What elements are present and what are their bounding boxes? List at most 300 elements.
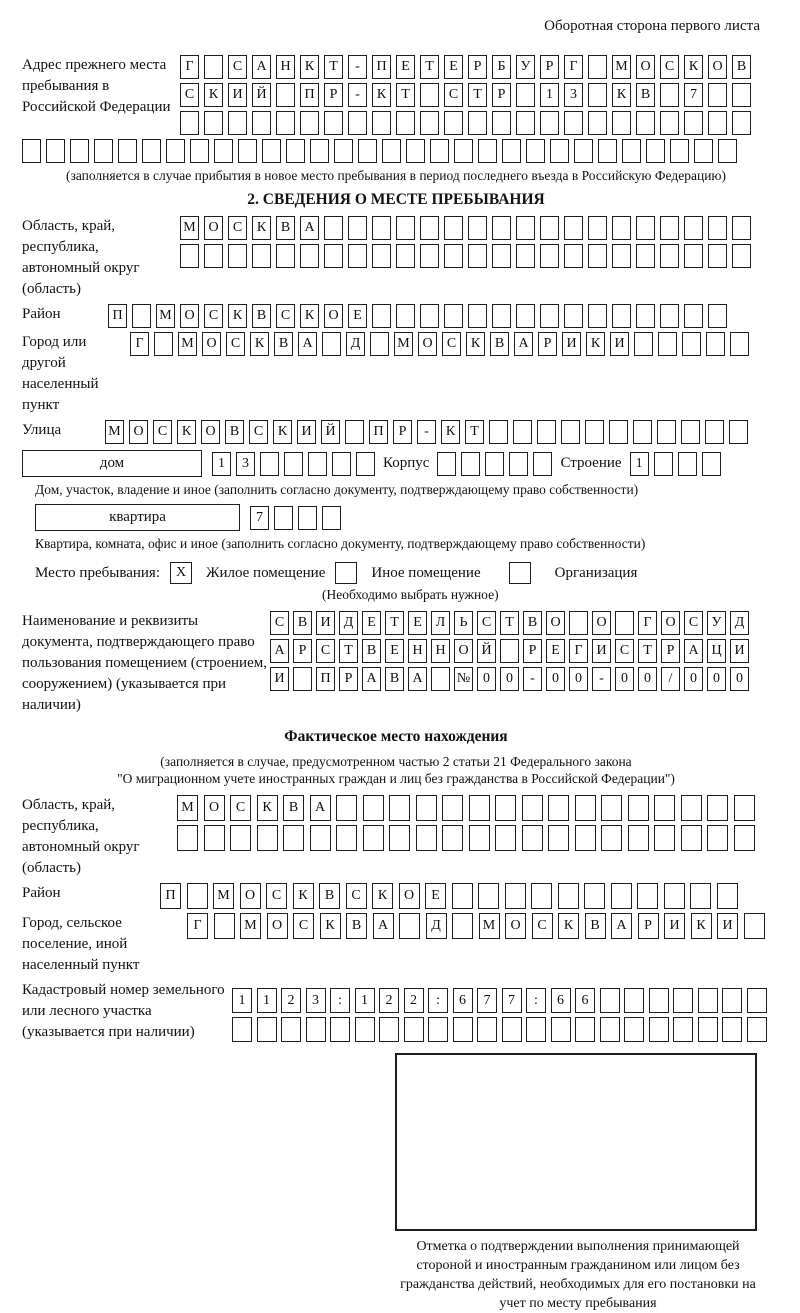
char-box[interactable]: 1 [540,83,559,107]
char-box[interactable] [588,83,607,107]
char-box[interactable] [747,1017,767,1042]
char-box[interactable] [252,111,271,135]
char-box[interactable]: П [160,883,181,909]
char-box[interactable] [94,139,113,163]
char-box[interactable] [336,795,357,821]
char-box[interactable]: Е [444,55,463,79]
char-box[interactable] [257,825,278,851]
char-box[interactable]: Г [638,611,657,635]
char-box[interactable] [300,244,319,268]
char-box[interactable] [598,139,617,163]
char-box[interactable]: Е [425,883,446,909]
char-box[interactable] [628,795,649,821]
char-box[interactable] [646,139,665,163]
char-box[interactable] [22,139,41,163]
char-box[interactable]: 7 [477,988,497,1013]
char-box[interactable] [718,139,737,163]
char-box[interactable] [612,304,631,328]
char-box[interactable] [204,55,223,79]
char-box[interactable]: - [523,667,542,691]
char-box[interactable] [379,1017,399,1042]
char-box[interactable]: К [466,332,485,356]
char-box[interactable] [260,452,279,476]
char-box[interactable]: П [316,667,335,691]
char-box[interactable]: 6 [453,988,473,1013]
char-box[interactable] [70,139,89,163]
char-box[interactable]: Е [385,639,404,663]
char-box[interactable] [372,111,391,135]
char-box[interactable] [684,111,703,135]
char-box[interactable]: С [276,304,295,328]
char-box[interactable] [452,913,473,939]
char-box[interactable] [495,825,516,851]
char-box[interactable] [673,988,693,1013]
char-box[interactable] [310,825,331,851]
char-box[interactable] [636,304,655,328]
char-box[interactable] [396,216,415,240]
char-box[interactable]: 7 [684,83,703,107]
char-box[interactable]: 1 [257,988,277,1013]
char-box[interactable] [537,420,556,444]
char-box[interactable] [516,216,535,240]
char-box[interactable] [722,1017,742,1042]
char-box[interactable] [293,667,312,691]
char-box[interactable]: 0 [500,667,519,691]
char-box[interactable]: Р [492,83,511,107]
char-box[interactable] [382,139,401,163]
char-box[interactable]: 2 [404,988,424,1013]
char-box[interactable] [564,304,583,328]
char-box[interactable] [634,332,653,356]
char-box[interactable]: В [732,55,751,79]
char-box[interactable]: - [417,420,436,444]
char-box[interactable] [492,304,511,328]
char-box[interactable] [492,244,511,268]
char-box[interactable]: О [661,611,680,635]
char-box[interactable]: Р [538,332,557,356]
char-box[interactable]: И [730,639,749,663]
char-box[interactable]: К [300,304,319,328]
char-box[interactable]: О [202,332,221,356]
char-box[interactable] [180,244,199,268]
char-box[interactable]: К [586,332,605,356]
char-box[interactable]: Р [339,667,358,691]
char-box[interactable] [540,244,559,268]
char-box[interactable]: С [266,883,287,909]
char-box[interactable]: О [201,420,220,444]
char-box[interactable] [660,111,679,135]
char-box[interactable] [732,216,751,240]
char-box[interactable]: : [428,988,448,1013]
char-box[interactable]: В [274,332,293,356]
char-box[interactable] [276,111,295,135]
char-box[interactable] [166,139,185,163]
char-box[interactable] [660,304,679,328]
char-box[interactable] [298,506,317,530]
char-box[interactable] [452,883,473,909]
char-box[interactable]: Р [661,639,680,663]
char-box[interactable]: Р [540,55,559,79]
char-box[interactable] [336,825,357,851]
char-box[interactable] [588,304,607,328]
char-box[interactable]: М [105,420,124,444]
char-box[interactable]: О [240,883,261,909]
char-box[interactable] [469,825,490,851]
char-box[interactable] [609,420,628,444]
char-box[interactable] [118,139,137,163]
char-box[interactable] [330,1017,350,1042]
char-box[interactable]: Т [339,639,358,663]
char-box[interactable] [622,139,641,163]
char-box[interactable] [453,1017,473,1042]
char-box[interactable]: О [708,55,727,79]
char-box[interactable] [730,332,749,356]
char-box[interactable] [492,111,511,135]
char-box[interactable]: В [585,913,606,939]
char-box[interactable] [204,111,223,135]
char-box[interactable]: М [240,913,261,939]
char-box[interactable] [673,1017,693,1042]
char-box[interactable]: Н [276,55,295,79]
char-box[interactable] [142,139,161,163]
char-box[interactable] [574,139,593,163]
char-box[interactable]: И [610,332,629,356]
char-box[interactable]: 6 [575,988,595,1013]
char-box[interactable]: О [180,304,199,328]
char-box[interactable] [444,244,463,268]
char-box[interactable] [516,111,535,135]
char-box[interactable]: - [592,667,611,691]
char-box[interactable] [732,83,751,107]
char-box[interactable]: М [479,913,500,939]
char-box[interactable] [276,83,295,107]
char-box[interactable]: В [283,795,304,821]
char-box[interactable]: А [298,332,317,356]
char-box[interactable] [430,139,449,163]
char-box[interactable]: 1 [232,988,252,1013]
char-box[interactable] [531,883,552,909]
char-box[interactable] [372,244,391,268]
char-box[interactable] [306,1017,326,1042]
char-box[interactable] [406,139,425,163]
char-box[interactable] [747,988,767,1013]
char-box[interactable] [708,83,727,107]
char-box[interactable]: С [444,83,463,107]
char-box[interactable] [657,420,676,444]
char-box[interactable] [588,111,607,135]
char-box[interactable]: 0 [546,667,565,691]
char-box[interactable]: 0 [638,667,657,691]
char-box[interactable]: П [108,304,127,328]
char-box[interactable]: А [362,667,381,691]
char-box[interactable]: 0 [684,667,703,691]
char-box[interactable]: Д [426,913,447,939]
char-box[interactable] [281,1017,301,1042]
char-box[interactable] [228,244,247,268]
char-box[interactable]: Р [523,639,542,663]
char-box[interactable]: О [636,55,655,79]
char-box[interactable] [540,216,559,240]
char-box[interactable]: 1 [355,988,375,1013]
char-box[interactable] [600,988,620,1013]
char-box[interactable]: М [178,332,197,356]
char-box[interactable]: - [348,55,367,79]
char-box[interactable] [444,216,463,240]
char-box[interactable]: В [225,420,244,444]
char-box[interactable] [522,795,543,821]
char-box[interactable] [706,332,725,356]
char-box[interactable]: О [546,611,565,635]
char-box[interactable] [708,304,727,328]
char-box[interactable]: И [297,420,316,444]
char-box[interactable] [732,244,751,268]
char-box[interactable] [300,111,319,135]
char-box[interactable] [356,452,375,476]
char-box[interactable] [558,883,579,909]
char-box[interactable] [495,795,516,821]
char-box[interactable]: К [441,420,460,444]
char-box[interactable]: К [273,420,292,444]
char-box[interactable]: Р [293,639,312,663]
char-box[interactable]: Н [408,639,427,663]
char-box[interactable]: О [418,332,437,356]
char-box[interactable]: К [300,55,319,79]
char-box[interactable]: М [156,304,175,328]
char-box[interactable] [681,795,702,821]
char-box[interactable] [575,825,596,851]
char-box[interactable] [611,883,632,909]
char-box[interactable] [420,83,439,107]
char-box[interactable]: Ь [454,611,473,635]
char-box[interactable] [705,420,724,444]
char-box[interactable] [283,825,304,851]
char-box[interactable] [615,611,634,635]
char-box[interactable] [522,825,543,851]
char-box[interactable]: К [558,913,579,939]
char-box[interactable] [431,667,450,691]
char-box[interactable]: Т [324,55,343,79]
char-box[interactable] [454,139,473,163]
char-box[interactable] [324,111,343,135]
char-box[interactable] [214,139,233,163]
char-box[interactable] [180,111,199,135]
char-box[interactable]: М [394,332,413,356]
char-box[interactable]: И [664,913,685,939]
char-box[interactable] [370,332,389,356]
char-box[interactable]: А [514,332,533,356]
char-box[interactable]: О [324,304,343,328]
char-box[interactable]: Т [638,639,657,663]
char-box[interactable]: 7 [502,988,522,1013]
char-box[interactable] [684,216,703,240]
char-box[interactable] [584,883,605,909]
char-box[interactable] [681,825,702,851]
char-box[interactable]: С [226,332,245,356]
char-box[interactable]: С [230,795,251,821]
char-box[interactable] [416,825,437,851]
char-box[interactable]: О [129,420,148,444]
char-box[interactable]: В [252,304,271,328]
char-box[interactable]: Й [477,639,496,663]
char-box[interactable] [428,1017,448,1042]
char-box[interactable]: С [316,639,335,663]
char-box[interactable] [190,139,209,163]
char-box[interactable] [468,111,487,135]
char-box[interactable]: 3 [306,988,326,1013]
char-box[interactable] [744,913,765,939]
char-box[interactable]: К [684,55,703,79]
char-box[interactable] [363,795,384,821]
char-box[interactable] [612,244,631,268]
char-box[interactable]: М [177,795,198,821]
char-box[interactable] [649,988,669,1013]
char-box[interactable]: Т [465,420,484,444]
char-box[interactable] [633,420,652,444]
char-box[interactable] [654,825,675,851]
char-box[interactable]: Т [420,55,439,79]
char-box[interactable]: Г [180,55,199,79]
char-box[interactable]: : [526,988,546,1013]
char-box[interactable] [684,244,703,268]
char-box[interactable]: С [346,883,367,909]
char-box[interactable] [707,825,728,851]
char-box[interactable] [564,216,583,240]
char-box[interactable] [389,825,410,851]
char-box[interactable] [502,1017,522,1042]
char-box[interactable] [533,452,552,476]
char-box[interactable]: 0 [730,667,749,691]
char-box[interactable] [637,883,658,909]
char-box[interactable] [649,1017,669,1042]
char-box[interactable]: К [293,883,314,909]
char-box[interactable] [636,216,655,240]
char-box[interactable]: Й [321,420,340,444]
char-box[interactable]: Й [252,83,271,107]
char-box[interactable]: И [316,611,335,635]
char-box[interactable] [276,244,295,268]
char-box[interactable] [399,913,420,939]
char-box[interactable] [461,452,480,476]
char-box[interactable] [600,1017,620,1042]
char-box[interactable]: С [249,420,268,444]
char-box[interactable] [442,825,463,851]
char-box[interactable]: - [348,83,367,107]
char-box[interactable] [664,883,685,909]
char-box[interactable]: И [270,667,289,691]
char-box[interactable] [654,452,673,476]
char-box[interactable]: К [257,795,278,821]
char-box[interactable]: В [636,83,655,107]
char-box[interactable] [214,913,235,939]
char-box[interactable] [257,1017,277,1042]
char-box[interactable] [286,139,305,163]
char-box[interactable]: Ц [707,639,726,663]
char-box[interactable]: К [320,913,341,939]
char-box[interactable] [332,452,351,476]
char-box[interactable]: К [250,332,269,356]
char-box[interactable] [516,244,535,268]
char-box[interactable]: С [270,611,289,635]
char-box[interactable]: С [442,332,461,356]
char-box[interactable] [204,244,223,268]
char-box[interactable]: К [691,913,712,939]
char-box[interactable]: С [477,611,496,635]
char-box[interactable] [505,883,526,909]
char-box[interactable]: Н [431,639,450,663]
char-box[interactable]: Г [569,639,588,663]
char-box[interactable] [540,111,559,135]
char-box[interactable] [660,216,679,240]
house-type-box[interactable]: дом [22,450,202,477]
char-box[interactable]: Е [408,611,427,635]
char-box[interactable]: К [372,83,391,107]
char-box[interactable] [585,420,604,444]
char-box[interactable] [355,1017,375,1042]
char-box[interactable]: С [684,611,703,635]
char-box[interactable]: П [372,55,391,79]
char-box[interactable]: И [592,639,611,663]
char-box[interactable] [396,244,415,268]
char-box[interactable]: Р [468,55,487,79]
char-box[interactable] [681,420,700,444]
char-box[interactable] [469,795,490,821]
char-box[interactable]: В [490,332,509,356]
char-box[interactable] [722,988,742,1013]
char-box[interactable]: Е [348,304,367,328]
char-box[interactable]: П [369,420,388,444]
char-box[interactable] [734,795,755,821]
char-box[interactable] [624,1017,644,1042]
char-box[interactable] [420,304,439,328]
char-box[interactable] [561,420,580,444]
char-box[interactable]: А [611,913,632,939]
char-box[interactable] [658,332,677,356]
char-box[interactable]: : [330,988,350,1013]
char-box[interactable] [492,216,511,240]
char-box[interactable] [601,825,622,851]
char-box[interactable] [489,420,508,444]
char-box[interactable] [468,216,487,240]
char-box[interactable] [322,506,341,530]
char-box[interactable]: О [399,883,420,909]
char-box[interactable] [322,332,341,356]
char-box[interactable]: К [372,883,393,909]
char-box[interactable]: К [204,83,223,107]
char-box[interactable] [628,825,649,851]
char-box[interactable]: А [373,913,394,939]
char-box[interactable]: С [615,639,634,663]
char-box[interactable] [404,1017,424,1042]
char-box[interactable] [575,1017,595,1042]
char-box[interactable] [468,244,487,268]
char-box[interactable] [660,83,679,107]
char-box[interactable] [707,795,728,821]
char-box[interactable] [132,304,151,328]
char-box[interactable] [526,1017,546,1042]
char-box[interactable] [702,452,721,476]
char-box[interactable]: Т [396,83,415,107]
char-box[interactable]: О [267,913,288,939]
char-box[interactable] [442,795,463,821]
char-box[interactable] [358,139,377,163]
char-box[interactable]: Д [339,611,358,635]
stamp-area[interactable] [395,1053,757,1231]
char-box[interactable] [708,111,727,135]
char-box[interactable] [575,795,596,821]
char-box[interactable]: К [228,304,247,328]
char-box[interactable] [732,111,751,135]
char-box[interactable] [678,452,697,476]
